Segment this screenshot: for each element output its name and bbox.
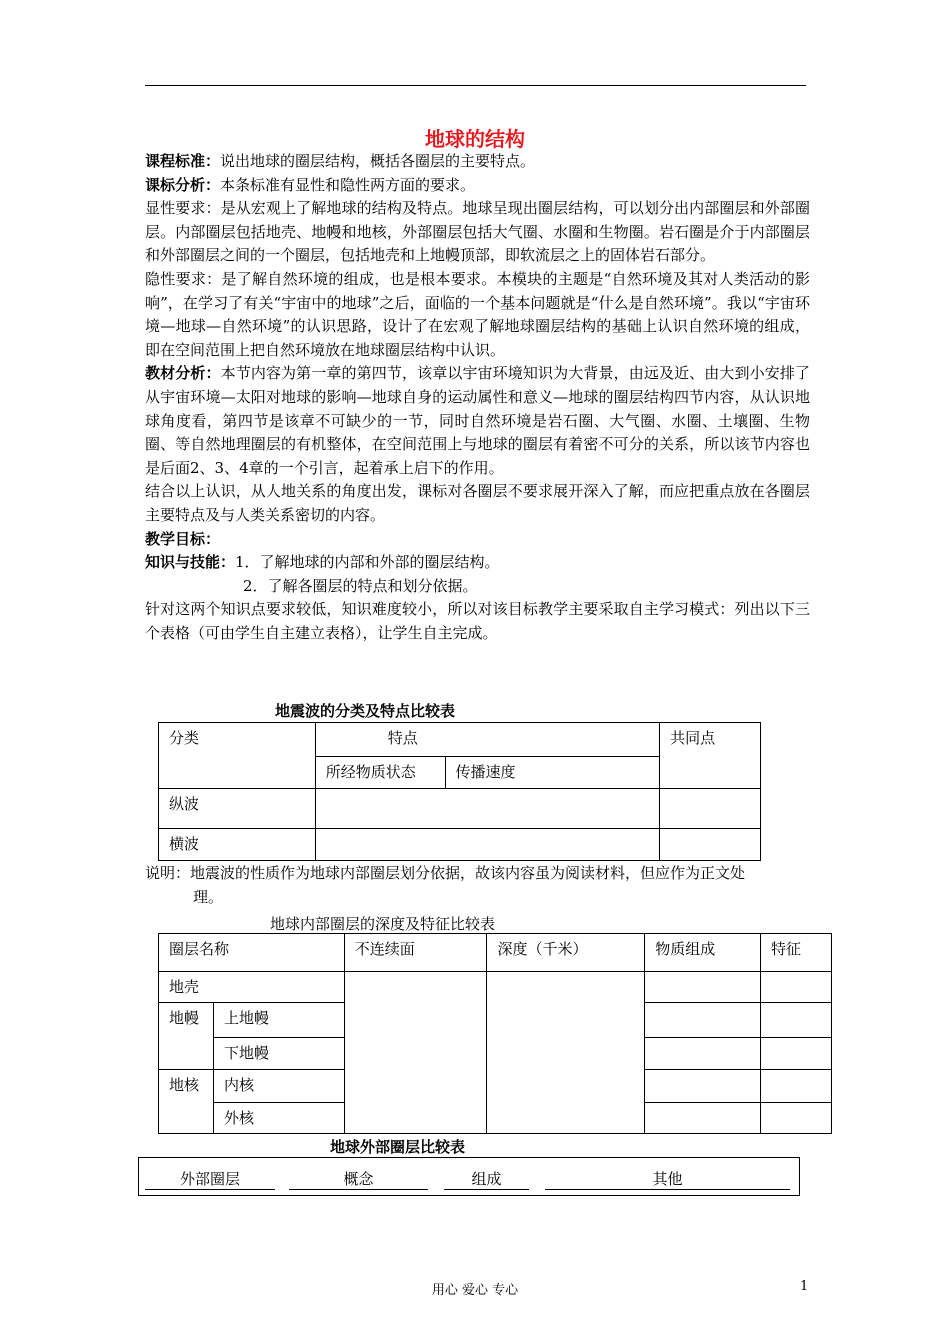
cell-empty — [487, 972, 645, 1134]
seismic-wave-table — [158, 722, 761, 861]
page-number: 1 — [800, 1279, 809, 1294]
cell-empty — [645, 1038, 761, 1070]
cell-discontinuity-header: 不连续面 — [344, 934, 487, 972]
cell-outer-layer-header: 外部圈层 — [145, 1170, 275, 1190]
cell-s-wave: 横波 — [159, 829, 316, 861]
label-standard-analysis: 课标分析： — [145, 175, 221, 194]
cell-feature-header: 特点 — [315, 723, 659, 757]
label-curriculum-standard: 课程标准： — [145, 152, 221, 170]
cell-empty — [344, 972, 487, 1134]
footer-text: 用心 爱心 专心 — [431, 1283, 519, 1298]
cell-empty — [645, 1070, 761, 1103]
cell-depth-header: 深度（千米） — [487, 934, 645, 972]
inner-layers-table — [158, 933, 832, 1134]
cell-p-wave: 纵波 — [159, 789, 316, 829]
note-line-1: 说明：地震波的性质作为地球内部圈层划分依据，故该内容虽为阅读材料，但应作为正文处 — [145, 864, 746, 882]
paragraph-summary: 结合以上认识，从人地关系的角度出发，课标对各圈层不要求展开深入了解，而应把重点放在各圈层主要特点及与人类关系密切的内容。 — [145, 482, 810, 524]
cell-other-header: 其他 — [545, 1170, 790, 1190]
cell-empty — [645, 1003, 761, 1038]
cell-empty — [761, 1070, 832, 1103]
cell-empty — [761, 1003, 832, 1038]
paragraph-textbook-analysis: 教材分析：本节内容为第一章的第四节，该章以宇宙环境知识为大背景，由远及近、由大到小安排了从宇宙环境—太阳对地球的影响—地球自身的运动属性和意义—地球的圈层结构四节内容，从认识地球角度看，第四节是该章不可缺少的一节，同时自然环境是岩石圈、大气圈、水圈、土壤圈、生物圈、等自然地理圈层的有机整体，在空间范围上与地球的圈层有着密不可分的关系，所以该节内容也是后面2、3、4章的一个引言，起着承上启下的作用。 — [145, 364, 810, 477]
document-body — [145, 150, 810, 645]
cell-concept-header: 概念 — [289, 1170, 428, 1190]
cell-empty — [315, 829, 659, 861]
cell-empty — [645, 972, 761, 1003]
note-line-2: 理。 — [193, 888, 224, 906]
cell-empty — [645, 1103, 761, 1134]
cell-speed-header: 传播速度 — [445, 757, 660, 789]
cell-common-header: 共同点 — [660, 723, 761, 789]
paragraph-method: 针对这两个知识点要求较低，知识难度较小，所以对该目标教学主要采取自主学习模式：列出以下三个表格（可由学生自主建立表格），让学生自主完成。 — [145, 600, 810, 642]
paragraph-explicit-requirements: 显性要求：是从宏观上了解地球的结构及特点。地球呈现出圈层结构，可以划分出内部圈层和外部圈层。内部圈层包括地壳、地幔和地核，外部圈层包括大气圈、水圈和生物圈。岩石圈是介于内部圈层和外部圈层之间的一个圈层，包括地壳和上地幔顶部，即软流层之上的固体岩石部分。 — [145, 199, 810, 265]
paragraph-standard-analysis: 课标分析：本条标准有显性和隐性两方面的要求。 — [145, 175, 476, 194]
cell-state-header: 所经物质状态 — [315, 757, 445, 789]
cell-empty — [660, 829, 761, 861]
cell-category-header: 分类 — [159, 723, 316, 789]
cell-composition-header: 组成 — [444, 1170, 529, 1190]
cell-empty — [660, 789, 761, 829]
cell-empty — [761, 972, 832, 1003]
label-knowledge-skills: 知识与技能： — [145, 553, 236, 572]
table2-caption: 地球内部圈层的深度及特征比较表 — [270, 915, 496, 933]
header-rule — [145, 85, 806, 86]
cell-core: 地核 — [159, 1070, 214, 1134]
paragraph-goal-2: 2．了解各圈层的特点和划分依据。 — [243, 576, 478, 595]
heading-teaching-goals: 教学目标： — [145, 529, 221, 548]
cell-empty — [761, 1038, 832, 1070]
paragraph-knowledge-skills: 知识与技能：1．了解地球的内部和外部的圈层结构。 — [145, 553, 500, 572]
label-textbook-analysis: 教材分析： — [145, 364, 221, 383]
cell-crust: 地壳 — [159, 972, 345, 1003]
cell-empty — [315, 789, 659, 829]
cell-empty — [761, 1103, 832, 1134]
cell-outer-core: 外核 — [213, 1103, 344, 1134]
cell-composition-header: 物质组成 — [645, 934, 761, 972]
table3-caption: 地球外部圈层比较表 — [330, 1138, 466, 1156]
outer-layers-table — [138, 1157, 800, 1196]
paragraph-implicit-requirements: 隐性要求：是了解自然环境的组成，也是根本要求。本模块的主题是“自然环境及其对人类活动的影响”，在学习了有关“宇宙中的地球”之后，面临的一个基本问题就是“什么是自然环境”。我以“宇宙环境—地球—自然环境”的认识思路，设计了在宏观了解地球圈层结构的基础上认识自然环境的组成，即在空间范围上把自然环境放在地球圈层结构中认识。 — [145, 269, 810, 359]
cell-inner-core: 内核 — [213, 1070, 344, 1103]
note — [145, 861, 810, 909]
cell-features-header: 特征 — [761, 934, 832, 972]
cell-lower-mantle: 下地幔 — [213, 1038, 344, 1070]
page-title: 地球的结构 — [425, 127, 525, 151]
cell-name-header: 圈层名称 — [159, 934, 345, 972]
table1-caption: 地震波的分类及特点比较表 — [275, 702, 456, 720]
cell-mantle: 地幔 — [159, 1003, 214, 1070]
cell-upper-mantle: 上地幔 — [213, 1003, 344, 1038]
paragraph-curriculum-standard: 课程标准：说出地球的圈层结构，概括各圈层的主要特点。 — [145, 152, 536, 170]
